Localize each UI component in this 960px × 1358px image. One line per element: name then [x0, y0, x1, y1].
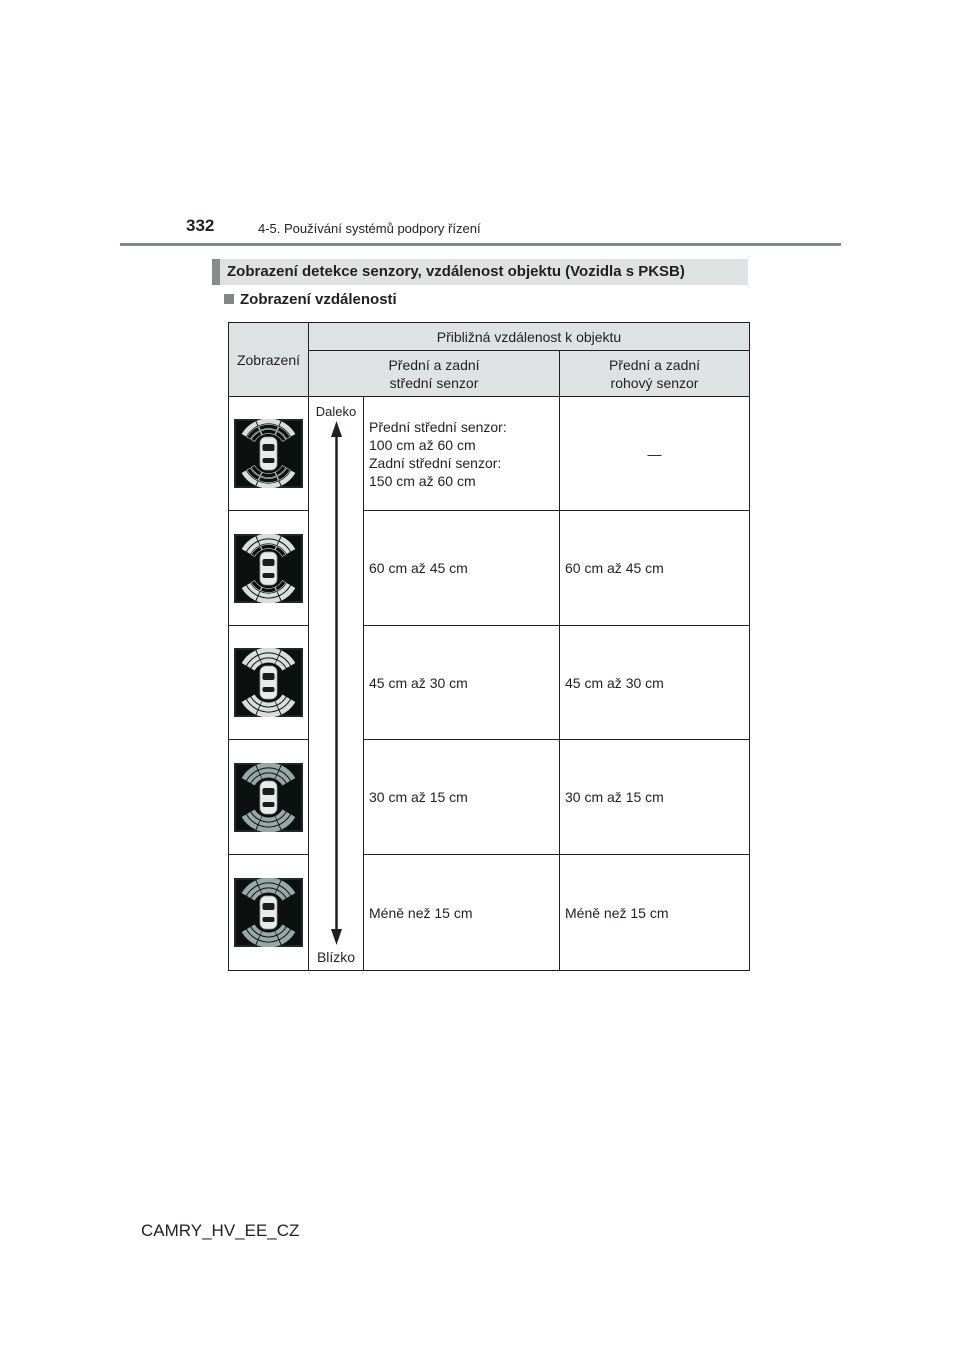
car-windshield — [263, 444, 275, 451]
square-bullet-icon — [224, 294, 234, 304]
center-line: Zadní střední senzor: — [369, 454, 502, 471]
table-header-row — [229, 323, 750, 351]
double-arrow-icon — [309, 397, 364, 971]
sensor-display-level-2-icon — [234, 534, 303, 603]
header-distance: Přibližná vzdálenost k objektu — [309, 323, 750, 351]
display-cell — [229, 855, 309, 971]
car-body — [260, 437, 277, 470]
display-cell — [229, 740, 309, 855]
corner-sensor-value: — — [560, 397, 750, 511]
header-rule — [120, 243, 841, 246]
car-windshield — [263, 903, 275, 910]
header-corner-sensor: Přední a zadní rohový senzor — [560, 351, 750, 397]
sensor-display-level-5-icon — [234, 878, 303, 947]
car-windshield — [263, 788, 275, 795]
subheading — [224, 291, 397, 308]
center-line: Přední střední senzor: — [369, 418, 507, 435]
car-body — [260, 781, 277, 814]
display-cell — [229, 626, 309, 740]
car-body — [260, 666, 277, 699]
footer-model-code: CAMRY_HV_EE_CZ — [141, 1221, 300, 1240]
sensor-display-level-3-icon — [234, 648, 303, 717]
corner-sensor-value: 30 cm až 15 cm — [560, 740, 750, 855]
page-number: 332 — [186, 216, 215, 235]
table-row — [229, 855, 750, 971]
table-row — [229, 511, 750, 626]
section-title-bar — [212, 259, 748, 285]
arrow-label-far: Daleko — [315, 404, 357, 419]
table-row — [229, 740, 750, 855]
center-line: 100 cm až 60 cm — [369, 436, 476, 453]
arrow-label-near: Blízko — [316, 949, 356, 965]
corner-sensor-value: 45 cm až 30 cm — [560, 626, 750, 740]
center-sensor-value: 45 cm až 30 cm — [364, 626, 560, 740]
header-center-sensor: Přední a zadní střední senzor — [309, 351, 560, 397]
car-rear-window — [263, 573, 275, 578]
center-sensor-value: 30 cm až 15 cm — [364, 740, 560, 855]
table-row — [229, 397, 750, 511]
sensor-display-level-1-icon — [234, 419, 303, 488]
center-line: 150 cm až 60 cm — [369, 472, 476, 489]
corner-sensor-value: 60 cm až 45 cm — [560, 511, 750, 626]
corner-sensor-value: Méně než 15 cm — [560, 855, 750, 971]
section-title: Zobrazení detekce senzory, vzdálenost objektu (Vozidla s PKSB) — [227, 263, 685, 280]
center-sensor-value: Méně než 15 cm — [364, 855, 560, 971]
section-label: 4-5. Používání systémů podpory řízení — [258, 221, 481, 236]
car-rear-window — [263, 687, 275, 692]
car-body — [260, 896, 277, 929]
distance-arrow-cell — [309, 397, 364, 971]
car-rear-window — [263, 917, 275, 922]
display-cell — [229, 511, 309, 626]
center-sensor-value: 60 cm až 45 cm — [364, 511, 560, 626]
center-sensor-value — [364, 397, 560, 511]
distance-table — [228, 322, 750, 971]
subheading-text: Zobrazení vzdálenosti — [240, 291, 397, 308]
sensor-display-level-4-icon — [234, 763, 303, 832]
car-windshield — [263, 559, 275, 566]
header-display: Zobrazení — [229, 323, 309, 397]
car-body — [260, 552, 277, 585]
table-row — [229, 626, 750, 740]
car-rear-window — [263, 802, 275, 807]
car-windshield — [263, 673, 275, 680]
display-cell — [229, 397, 309, 511]
car-rear-window — [263, 458, 275, 463]
